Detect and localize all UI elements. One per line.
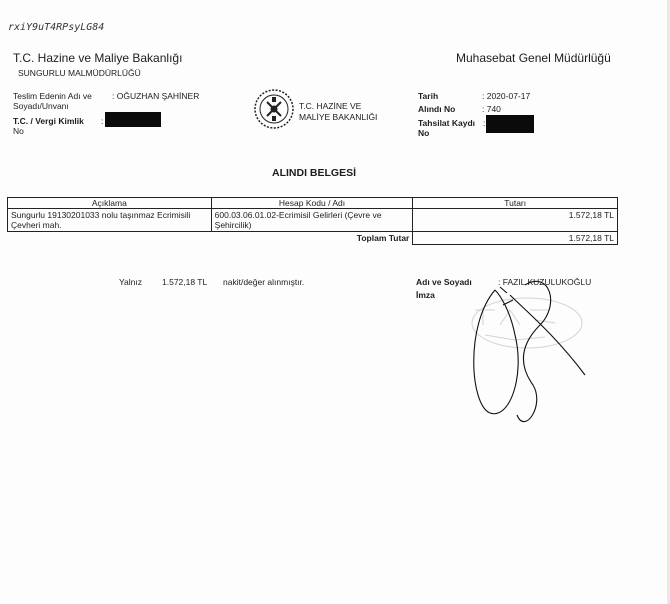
ministry-emblem-icon [253, 88, 295, 130]
document-title: ALINDI BELGESİ [272, 167, 357, 179]
column-header: Hesap Kodu / Adı [211, 198, 413, 209]
department-name: Muhasebat Genel Müdürlüğü [456, 51, 611, 65]
logo-text-line1: T.C. HAZİNE VE [299, 101, 362, 111]
collection-ref-colon: : [483, 118, 486, 128]
receipt-no-value: : 740 [482, 104, 501, 114]
payer-name-label-2: Soyadı/Unvanı [13, 101, 69, 111]
receipt-no-label: Alındı No [418, 104, 456, 114]
date-value: : 2020-07-17 [482, 91, 531, 101]
row-account: 600.03.06.01.02-Ecrimisil Gelirleri (Çevre ve Şehircilik) [211, 209, 413, 232]
payer-name-label-1: Teslim Edenin Adı ve [13, 91, 92, 101]
handwritten-signature [455, 265, 605, 435]
signer-name: : FAZIL KUZULUKOĞLU [498, 277, 592, 287]
signature-label: İmza [416, 290, 435, 300]
payer-name-value: : OĞUZHAN ŞAHİNER [112, 91, 200, 101]
payer-id-colon: : [101, 116, 104, 126]
collection-ref-label-1: Tahsilat Kaydı [418, 118, 475, 128]
only-amount: 1.572,18 TL [162, 277, 208, 287]
office-name: SUNGURLU MALMÜDÜRLÜĞÜ [18, 68, 141, 78]
document-code: rxiY9uT4RPsyLG84 [8, 22, 105, 33]
only-label: Yalnız [119, 277, 142, 287]
table-row [8, 209, 618, 232]
total-value: 1.572,18 TL [413, 232, 618, 245]
date-label: Tarih [418, 91, 439, 101]
collection-ref-label-2: No [418, 128, 430, 138]
ministry-name: T.C. Hazine ve Maliye Bakanlığı [13, 51, 183, 65]
received-text: nakit/değer alınmıştır. [223, 277, 305, 287]
total-label: Toplam Tutar [211, 232, 413, 245]
column-header: Açıklama [8, 198, 212, 209]
receipt-table [7, 197, 618, 245]
redacted-id [105, 112, 161, 127]
row-description: Sungurlu 19130201033 nolu taşınmaz Ecrimisili Çevheri mah. [8, 209, 212, 232]
logo-text-line2: MALİYE BAKANLIĞI [299, 112, 378, 122]
payer-id-label-1: T.C. / Vergi Kimlik [13, 116, 84, 126]
redacted-collection-ref [486, 115, 534, 133]
column-header: Tutarı [413, 198, 618, 209]
payer-id-label-2: No [13, 126, 24, 136]
total-row [8, 232, 618, 245]
table-header-row [8, 198, 618, 209]
signer-label: Adı ve Soyadı [416, 277, 472, 287]
row-amount: 1.572,18 TL [413, 209, 618, 232]
